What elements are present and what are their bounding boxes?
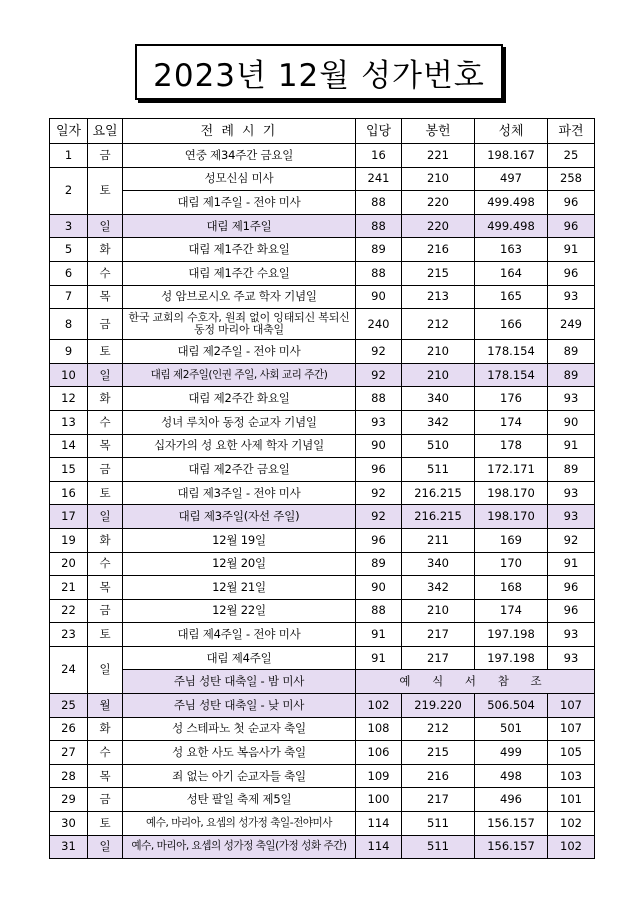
page-title-box — [135, 44, 503, 100]
dismissal-cell: 96 — [548, 214, 595, 238]
offertory-cell: 342 — [402, 410, 475, 434]
weekday-cell: 금 — [88, 309, 123, 340]
note-cell: 예 식 서 참 조 — [356, 670, 595, 694]
entrance-cell: 114 — [356, 835, 402, 859]
day-cell: 22 — [50, 599, 88, 623]
celebration-cell: 연중 제34주간 금요일 — [123, 144, 356, 168]
entrance-cell: 88 — [356, 261, 402, 285]
day-cell: 24 — [50, 646, 88, 693]
dismissal-cell: 107 — [548, 717, 595, 741]
entrance-cell: 108 — [356, 717, 402, 741]
celebration-cell: 대림 제1주간 수요일 — [123, 261, 356, 285]
communion-cell: 172.171 — [475, 458, 548, 482]
celebration-cell: 한국 교회의 수호자, 원죄 없이 잉태되신 복되신 동정 마리아 대축일 — [123, 309, 356, 340]
entrance-cell: 88 — [356, 214, 402, 238]
day-cell: 9 — [50, 340, 88, 364]
celebration-cell: 성 암브로시오 주교 학자 기념일 — [123, 285, 356, 309]
entrance-cell: 109 — [356, 764, 402, 788]
dismissal-cell: 89 — [548, 458, 595, 482]
celebration-cell: 12월 19일 — [123, 528, 356, 552]
entrance-cell: 93 — [356, 410, 402, 434]
communion-cell: 156.157 — [475, 812, 548, 836]
offertory-cell: 216.215 — [402, 505, 475, 529]
dismissal-cell: 89 — [548, 340, 595, 364]
table-row — [50, 167, 595, 191]
day-cell: 10 — [50, 363, 88, 387]
weekday-cell: 토 — [88, 340, 123, 364]
celebration-cell: 대림 제4주일 - 전야 미사 — [123, 623, 356, 647]
table-row — [50, 788, 595, 812]
communion-cell: 174 — [475, 410, 548, 434]
weekday-cell: 일 — [88, 214, 123, 238]
day-cell: 27 — [50, 741, 88, 765]
weekday-cell: 목 — [88, 285, 123, 309]
dismissal-cell: 90 — [548, 410, 595, 434]
day-cell: 29 — [50, 788, 88, 812]
celebration-cell: 대림 제2주일(인권 주일, 사회 교리 주간) — [123, 363, 356, 387]
communion-cell: 169 — [475, 528, 548, 552]
dismissal-cell: 91 — [548, 434, 595, 458]
day-cell: 2 — [50, 167, 88, 214]
dismissal-cell: 93 — [548, 646, 595, 670]
celebration-cell: 대림 제2주간 금요일 — [123, 458, 356, 482]
entrance-cell: 16 — [356, 144, 402, 168]
day-cell: 31 — [50, 835, 88, 859]
dismissal-cell: 92 — [548, 528, 595, 552]
communion-cell: 506.504 — [475, 694, 548, 718]
table-row — [50, 741, 595, 765]
celebration-cell: 성모신심 미사 — [123, 167, 356, 191]
table-row — [50, 528, 595, 552]
weekday-cell: 일 — [88, 505, 123, 529]
offertory-cell: 215 — [402, 261, 475, 285]
weekday-cell: 금 — [88, 788, 123, 812]
entrance-cell: 88 — [356, 387, 402, 411]
weekday-cell: 토 — [88, 623, 123, 647]
celebration-cell: 대림 제3주일(자선 주일) — [123, 505, 356, 529]
table-row — [50, 285, 595, 309]
entrance-cell: 91 — [356, 646, 402, 670]
communion-cell: 497 — [475, 167, 548, 191]
offertory-cell: 220 — [402, 214, 475, 238]
day-cell: 6 — [50, 261, 88, 285]
offertory-cell: 213 — [402, 285, 475, 309]
communion-cell: 166 — [475, 309, 548, 340]
entrance-cell: 92 — [356, 481, 402, 505]
communion-cell: 178.154 — [475, 363, 548, 387]
weekday-cell: 금 — [88, 144, 123, 168]
weekday-cell: 목 — [88, 576, 123, 600]
dismissal-cell: 105 — [548, 741, 595, 765]
dismissal-cell: 91 — [548, 238, 595, 262]
offertory-cell: 219.220 — [402, 694, 475, 718]
celebration-cell: 대림 제1주간 화요일 — [123, 238, 356, 262]
day-cell: 5 — [50, 238, 88, 262]
day-cell: 20 — [50, 552, 88, 576]
weekday-cell: 토 — [88, 167, 123, 214]
weekday-cell: 일 — [88, 835, 123, 859]
weekday-cell: 수 — [88, 552, 123, 576]
celebration-cell: 대림 제2주일 - 전야 미사 — [123, 340, 356, 364]
communion-cell: 156.157 — [475, 835, 548, 859]
header-celebration: 전 례 시 기 — [123, 119, 356, 144]
page-title: 2023년 12월 성가번호 — [153, 57, 485, 94]
day-cell: 15 — [50, 458, 88, 482]
weekday-cell: 수 — [88, 410, 123, 434]
entrance-cell: 102 — [356, 694, 402, 718]
weekday-cell: 금 — [88, 599, 123, 623]
communion-cell: 170 — [475, 552, 548, 576]
weekday-cell: 금 — [88, 458, 123, 482]
celebration-cell: 대림 제3주일 - 전야 미사 — [123, 481, 356, 505]
day-cell: 7 — [50, 285, 88, 309]
celebration-cell: 12월 20일 — [123, 552, 356, 576]
table-row — [50, 214, 595, 238]
offertory-cell: 510 — [402, 434, 475, 458]
offertory-cell: 210 — [402, 363, 475, 387]
celebration-cell: 성 스테파노 첫 순교자 축일 — [123, 717, 356, 741]
celebration-cell: 12월 22일 — [123, 599, 356, 623]
celebration-cell: 예수, 마리아, 요셉의 성가정 축일-전야미사 — [123, 812, 356, 836]
day-cell: 21 — [50, 576, 88, 600]
entrance-cell: 92 — [356, 363, 402, 387]
entrance-cell: 89 — [356, 238, 402, 262]
entrance-cell: 92 — [356, 505, 402, 529]
table-row — [50, 340, 595, 364]
entrance-cell: 106 — [356, 741, 402, 765]
offertory-cell: 221 — [402, 144, 475, 168]
offertory-cell: 212 — [402, 309, 475, 340]
weekday-cell: 토 — [88, 481, 123, 505]
weekday-cell: 화 — [88, 387, 123, 411]
dismissal-cell: 96 — [548, 599, 595, 623]
offertory-cell: 217 — [402, 623, 475, 647]
header-communion: 성체 — [475, 119, 548, 144]
day-cell: 3 — [50, 214, 88, 238]
offertory-cell: 216.215 — [402, 481, 475, 505]
entrance-cell: 240 — [356, 309, 402, 340]
offertory-cell: 217 — [402, 646, 475, 670]
dismissal-cell: 101 — [548, 788, 595, 812]
offertory-cell: 211 — [402, 528, 475, 552]
offertory-cell: 215 — [402, 741, 475, 765]
offertory-cell: 210 — [402, 340, 475, 364]
weekday-cell: 화 — [88, 717, 123, 741]
offertory-cell: 210 — [402, 167, 475, 191]
day-cell: 25 — [50, 694, 88, 718]
celebration-cell: 성 요한 사도 복음사가 축일 — [123, 741, 356, 765]
communion-cell: 168 — [475, 576, 548, 600]
schedule-body — [50, 144, 595, 859]
offertory-cell: 340 — [402, 552, 475, 576]
table-row — [50, 481, 595, 505]
table-row — [50, 835, 595, 859]
table-row — [50, 458, 595, 482]
entrance-cell: 114 — [356, 812, 402, 836]
entrance-cell: 90 — [356, 285, 402, 309]
celebration-cell: 대림 제1주일 — [123, 214, 356, 238]
dismissal-cell: 93 — [548, 505, 595, 529]
day-cell: 12 — [50, 387, 88, 411]
dismissal-cell: 91 — [548, 552, 595, 576]
celebration-cell: 대림 제4주일 — [123, 646, 356, 670]
communion-cell: 198.170 — [475, 505, 548, 529]
offertory-cell: 342 — [402, 576, 475, 600]
communion-cell: 496 — [475, 788, 548, 812]
dismissal-cell: 102 — [548, 812, 595, 836]
weekday-cell: 목 — [88, 764, 123, 788]
communion-cell: 499.498 — [475, 214, 548, 238]
entrance-cell: 241 — [356, 167, 402, 191]
table-row — [50, 363, 595, 387]
table-row — [50, 694, 595, 718]
offertory-cell: 212 — [402, 717, 475, 741]
celebration-cell: 주님 성탄 대축일 - 밤 미사 — [123, 670, 356, 694]
day-cell: 26 — [50, 717, 88, 741]
entrance-cell: 90 — [356, 434, 402, 458]
day-cell: 16 — [50, 481, 88, 505]
communion-cell: 178.154 — [475, 340, 548, 364]
day-cell: 13 — [50, 410, 88, 434]
weekday-cell: 일 — [88, 646, 123, 693]
communion-cell: 176 — [475, 387, 548, 411]
table-row — [50, 764, 595, 788]
dismissal-cell: 96 — [548, 191, 595, 215]
weekday-cell: 목 — [88, 434, 123, 458]
entrance-cell: 89 — [356, 552, 402, 576]
entrance-cell: 88 — [356, 191, 402, 215]
weekday-cell: 화 — [88, 238, 123, 262]
table-row — [50, 410, 595, 434]
header-dismissal: 파견 — [548, 119, 595, 144]
table-row — [50, 576, 595, 600]
day-cell: 14 — [50, 434, 88, 458]
communion-cell: 499.498 — [475, 191, 548, 215]
table-row — [50, 552, 595, 576]
dismissal-cell: 249 — [548, 309, 595, 340]
entrance-cell: 96 — [356, 458, 402, 482]
dismissal-cell: 107 — [548, 694, 595, 718]
weekday-cell: 수 — [88, 261, 123, 285]
offertory-cell: 210 — [402, 599, 475, 623]
table-row — [50, 505, 595, 529]
header-day: 일자 — [50, 119, 88, 144]
day-cell: 30 — [50, 812, 88, 836]
communion-cell: 197.198 — [475, 646, 548, 670]
communion-cell: 501 — [475, 717, 548, 741]
celebration-cell: 예수, 마리아, 요셉의 성가정 축일(가정 성화 주간) — [123, 835, 356, 859]
communion-cell: 499 — [475, 741, 548, 765]
communion-cell: 198.167 — [475, 144, 548, 168]
table-row — [50, 717, 595, 741]
table-row — [50, 144, 595, 168]
table-row — [50, 309, 595, 340]
entrance-cell: 92 — [356, 340, 402, 364]
dismissal-cell: 102 — [548, 835, 595, 859]
communion-cell: 163 — [475, 238, 548, 262]
offertory-cell: 217 — [402, 788, 475, 812]
entrance-cell: 88 — [356, 599, 402, 623]
day-cell: 1 — [50, 144, 88, 168]
entrance-cell: 100 — [356, 788, 402, 812]
header-weekday: 요일 — [88, 119, 123, 144]
offertory-cell: 511 — [402, 812, 475, 836]
communion-cell: 174 — [475, 599, 548, 623]
celebration-cell: 성탄 팔일 축제 제5일 — [123, 788, 356, 812]
celebration-cell: 주님 성탄 대축일 - 낮 미사 — [123, 694, 356, 718]
offertory-cell: 511 — [402, 835, 475, 859]
entrance-cell: 96 — [356, 528, 402, 552]
table-row — [50, 238, 595, 262]
day-cell: 23 — [50, 623, 88, 647]
hymn-schedule-table — [49, 118, 595, 859]
entrance-cell: 90 — [356, 576, 402, 600]
celebration-cell: 대림 제1주일 - 전야 미사 — [123, 191, 356, 215]
celebration-cell: 성녀 루치아 동정 순교자 기념일 — [123, 410, 356, 434]
dismissal-cell: 96 — [548, 576, 595, 600]
dismissal-cell: 93 — [548, 285, 595, 309]
celebration-cell: 12월 21일 — [123, 576, 356, 600]
celebration-cell: 십자가의 성 요한 사제 학자 기념일 — [123, 434, 356, 458]
table-row — [50, 434, 595, 458]
dismissal-cell: 25 — [548, 144, 595, 168]
offertory-cell: 340 — [402, 387, 475, 411]
header-row — [50, 119, 595, 144]
weekday-cell: 수 — [88, 741, 123, 765]
table-row — [50, 599, 595, 623]
celebration-cell: 죄 없는 아기 순교자들 축일 — [123, 764, 356, 788]
communion-cell: 178 — [475, 434, 548, 458]
communion-cell: 165 — [475, 285, 548, 309]
day-cell: 28 — [50, 764, 88, 788]
communion-cell: 198.170 — [475, 481, 548, 505]
offertory-cell: 220 — [402, 191, 475, 215]
day-cell: 8 — [50, 309, 88, 340]
weekday-cell: 월 — [88, 694, 123, 718]
dismissal-cell: 93 — [548, 387, 595, 411]
dismissal-cell: 93 — [548, 623, 595, 647]
table-row — [50, 646, 595, 670]
table-row — [50, 387, 595, 411]
communion-cell: 164 — [475, 261, 548, 285]
dismissal-cell: 258 — [548, 167, 595, 191]
dismissal-cell: 93 — [548, 481, 595, 505]
day-cell: 19 — [50, 528, 88, 552]
dismissal-cell: 96 — [548, 261, 595, 285]
table-row — [50, 670, 595, 694]
header-offertory: 봉헌 — [402, 119, 475, 144]
header-entrance: 입당 — [356, 119, 402, 144]
dismissal-cell: 103 — [548, 764, 595, 788]
offertory-cell: 216 — [402, 238, 475, 262]
table-row — [50, 261, 595, 285]
day-cell: 17 — [50, 505, 88, 529]
table-row — [50, 191, 595, 215]
communion-cell: 498 — [475, 764, 548, 788]
entrance-cell: 91 — [356, 623, 402, 647]
offertory-cell: 511 — [402, 458, 475, 482]
weekday-cell: 토 — [88, 812, 123, 836]
table-row — [50, 623, 595, 647]
celebration-cell: 대림 제2주간 화요일 — [123, 387, 356, 411]
table-row — [50, 812, 595, 836]
dismissal-cell: 89 — [548, 363, 595, 387]
communion-cell: 197.198 — [475, 623, 548, 647]
offertory-cell: 216 — [402, 764, 475, 788]
weekday-cell: 화 — [88, 528, 123, 552]
weekday-cell: 일 — [88, 363, 123, 387]
